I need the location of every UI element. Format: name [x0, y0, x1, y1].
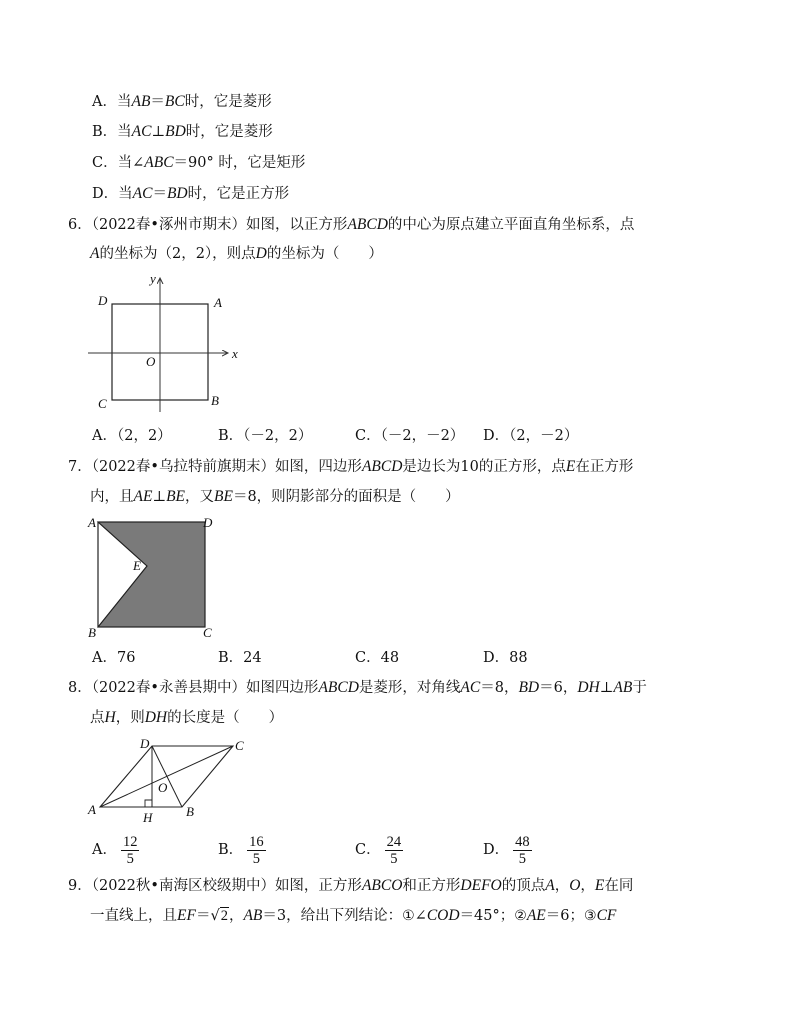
- stem-text: 的坐标为（2，2），则点: [99, 246, 256, 262]
- math-var: CF: [596, 907, 617, 924]
- diagonal-bd: [152, 746, 182, 807]
- fraction: [513, 834, 532, 867]
- stem-text: ，: [228, 908, 244, 924]
- math-var: AC: [132, 185, 153, 202]
- option-text: 时，它是菱形: [184, 94, 272, 110]
- stem-text: ＝6；: [545, 908, 584, 924]
- numerator: 24: [386, 833, 402, 850]
- stem-text: ＝8，则阴影部分的面积是（ ）: [232, 489, 460, 505]
- option-label: A．: [92, 94, 117, 110]
- option-text: 当: [117, 124, 132, 140]
- label-y-axis: y: [150, 271, 156, 286]
- option-text: 24: [243, 650, 262, 666]
- label-b: B: [186, 804, 194, 819]
- math-var: COD: [426, 907, 460, 924]
- option-text: ⊥: [151, 124, 166, 140]
- stem-text: 在同: [604, 878, 634, 894]
- stem-text: （2022春•永善县期中）如图四边形: [91, 680, 319, 696]
- label-a: A: [88, 515, 96, 530]
- stem-text: 的长度是（ ）: [167, 710, 284, 726]
- q9-stem-line1: [68, 876, 633, 896]
- option-label: D．: [92, 186, 119, 202]
- option-text: （－2，－2）: [380, 428, 465, 444]
- math-var: A: [545, 877, 555, 894]
- stem-text: （2022春•涿州市期末）如图，以正方形: [91, 217, 348, 233]
- option-text: 当: [118, 186, 133, 202]
- question-number: 9．: [68, 878, 92, 894]
- option-label: C．: [355, 428, 381, 444]
- math-var: BC: [164, 93, 185, 110]
- label-c: C: [98, 396, 107, 411]
- option-text: （2，2）: [116, 428, 172, 444]
- stem-text: 是边长为10的正方形，点: [402, 459, 566, 475]
- stem-text: 和正方形: [402, 878, 461, 894]
- option-text: 当∠: [117, 155, 145, 171]
- math-var: BD: [166, 185, 188, 202]
- circled-number-3: ③: [584, 908, 597, 924]
- stem-text: ∠: [414, 908, 427, 924]
- q8-option-c: [355, 832, 403, 868]
- label-o: O: [158, 780, 168, 795]
- option-label: B．: [218, 842, 244, 858]
- math-var: H: [104, 709, 116, 726]
- q9-stem-line2: [90, 906, 616, 926]
- label-a: A: [214, 295, 222, 310]
- stem-text: ⊥: [152, 489, 167, 505]
- stem-text: ＝45°；: [459, 908, 515, 924]
- stem-text: 在正方形: [575, 459, 634, 475]
- right-angle-mark: [145, 800, 152, 807]
- math-var: DH: [144, 709, 168, 726]
- option-label: C．: [355, 842, 381, 858]
- stem-text: 于: [632, 680, 647, 696]
- q8-option-b: [218, 832, 266, 868]
- stem-text: ＝6，: [539, 680, 578, 696]
- option-label: B．: [218, 428, 244, 444]
- stem-text: 的坐标为（ ）: [266, 246, 383, 262]
- math-var: ABCO: [361, 877, 403, 894]
- stem-text: ＝8，: [480, 680, 519, 696]
- stem-text: 是菱形，对角线: [358, 680, 461, 696]
- question-number: 7．: [68, 459, 92, 475]
- option-label: A．: [92, 428, 117, 444]
- math-var: DEFO: [460, 877, 502, 894]
- math-var: AE: [526, 907, 546, 924]
- math-var: AB: [613, 679, 633, 696]
- label-b: B: [211, 393, 219, 408]
- denominator: 5: [252, 850, 261, 867]
- math-var: AC: [131, 123, 152, 140]
- label-d: D: [203, 515, 213, 530]
- fraction: [247, 834, 266, 867]
- math-var: ABCD: [318, 679, 359, 696]
- math-var: EF: [177, 907, 196, 924]
- option-text: 当: [116, 94, 132, 110]
- numerator: 48: [515, 833, 530, 850]
- stem-text: 的中心为原点建立平面直角坐标系，点: [387, 217, 635, 233]
- math-var: D: [255, 245, 267, 262]
- question-number: 8．: [68, 680, 92, 696]
- math-var: BE: [166, 488, 186, 505]
- math-var: AB: [243, 907, 263, 924]
- stem-text: 一直线上，且: [90, 908, 177, 924]
- math-var: ABCD: [347, 216, 388, 233]
- stem-text: ，则: [115, 710, 145, 726]
- fraction: [121, 834, 140, 867]
- math-var: BD: [518, 679, 540, 696]
- option-label: D．: [483, 428, 510, 444]
- question-number: 6．: [68, 217, 92, 233]
- label-d: D: [140, 736, 150, 751]
- math-var: BE: [214, 488, 233, 505]
- label-c: C: [203, 625, 212, 640]
- stem-text: 点: [90, 710, 105, 726]
- option-label: A．: [92, 650, 117, 666]
- math-var: E: [594, 877, 605, 894]
- option-text: 76: [116, 650, 136, 666]
- stem-text: ⊥: [599, 680, 614, 696]
- denominator: 5: [390, 850, 398, 867]
- label-a: A: [88, 802, 96, 817]
- option-text: ＝: [152, 186, 167, 202]
- fraction: [385, 834, 404, 867]
- sqrt-sign: √: [210, 908, 220, 924]
- option-label: D．: [483, 650, 510, 666]
- math-var: AB: [131, 93, 151, 110]
- label-origin: O: [146, 354, 156, 369]
- label-e: E: [133, 558, 141, 573]
- option-label: A．: [92, 842, 117, 858]
- math-var: E: [565, 458, 576, 475]
- option-text: 时，它是正方形: [187, 186, 290, 202]
- math-var: AC: [460, 679, 481, 696]
- option-text: （－2，2）: [243, 428, 313, 444]
- label-h: H: [143, 810, 153, 825]
- math-var: BD: [165, 123, 186, 140]
- label-c: C: [235, 738, 244, 753]
- stem-text: ＝: [195, 908, 211, 924]
- option-text: 时，它是菱形: [185, 124, 273, 140]
- q8-option-d: [483, 832, 532, 868]
- circled-number-1: ①: [402, 908, 415, 924]
- label-d: D: [98, 293, 108, 308]
- option-label: C．: [92, 155, 118, 171]
- option-label: B．: [218, 650, 244, 666]
- option-text: 88: [509, 650, 528, 666]
- option-label: C．: [355, 650, 381, 666]
- math-var: A: [90, 245, 100, 262]
- label-b: B: [88, 625, 96, 640]
- stem-text: ，: [554, 878, 570, 894]
- math-var: O: [569, 877, 581, 894]
- numerator: 12: [122, 833, 138, 850]
- denominator: 5: [518, 850, 527, 867]
- stem-text: （2022春•乌拉特前旗期末）如图，四边形: [91, 459, 362, 475]
- option-text: ＝: [150, 94, 165, 110]
- option-text: 48: [380, 650, 400, 666]
- option-label: B．: [92, 124, 118, 140]
- radicand: 2: [220, 908, 228, 924]
- math-var: DH: [577, 679, 600, 696]
- option-text: （2，－2）: [509, 428, 579, 444]
- stem-text: （2022秋•南海区校级期中）如图，正方形: [91, 878, 362, 894]
- circled-number-2: ②: [514, 908, 527, 924]
- math-var: AE: [133, 488, 153, 505]
- option-text: ＝90° 时，它是矩形: [173, 155, 306, 171]
- q8-option-a: [92, 832, 139, 868]
- stem-text: ＝3，给出下列结论：: [262, 908, 403, 924]
- stem-text: ，又: [185, 489, 215, 505]
- label-x-axis: x: [232, 346, 238, 361]
- denominator: 5: [126, 850, 134, 867]
- math-var: ABCD: [361, 458, 403, 475]
- numerator: 16: [249, 833, 264, 850]
- math-var: ABC: [144, 154, 174, 171]
- stem-text: ，: [580, 878, 595, 894]
- option-label: D．: [483, 842, 510, 858]
- stem-text: 的顶点: [501, 878, 546, 894]
- stem-text: 内，且: [90, 489, 134, 505]
